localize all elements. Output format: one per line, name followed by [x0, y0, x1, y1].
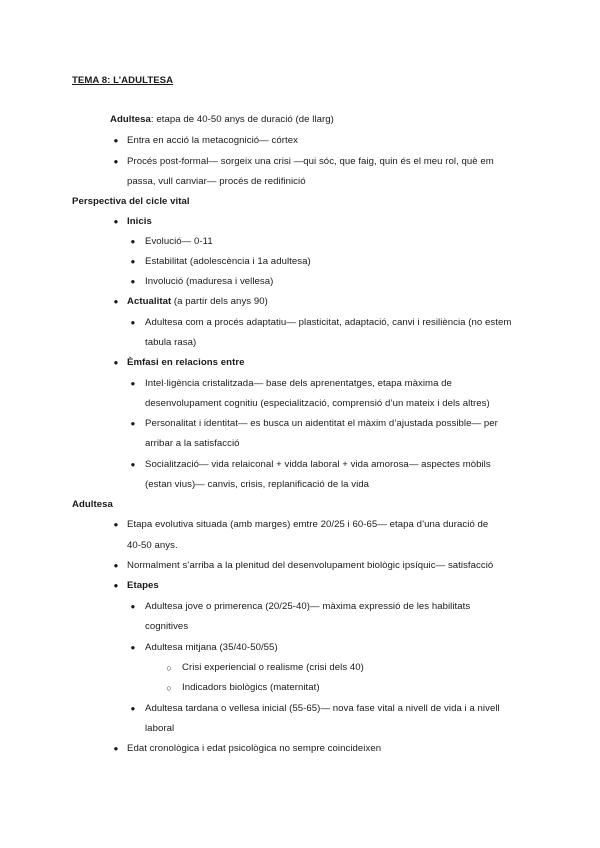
list-item: Entra en acció la metacognició— córtex	[127, 135, 298, 146]
list-item-continuation: cognitives	[145, 621, 189, 632]
actualitat-rest: (a partir dels anys 90)	[171, 296, 268, 307]
list-item-continuation: desenvolupament cognitiu (especialització, comprensió d’un mateix i dels altres)	[145, 398, 490, 409]
bullet-icon: ●	[113, 744, 119, 753]
list-item: Intel·ligència cristalitzada— base dels aprenentatges, etapa màxima de	[145, 378, 452, 389]
bullet-icon: ●	[113, 136, 119, 145]
list-item: Evolució— 0-11	[145, 236, 213, 247]
subheading-inicis: Inicis	[127, 216, 152, 227]
subheading-emfasi: Èmfasi en relacions entre	[127, 357, 245, 368]
bullet-icon: ●	[113, 297, 119, 306]
bullet-icon: ●	[130, 643, 136, 652]
list-item: Crisi experiencial o realisme (crisi dels 40)	[182, 662, 364, 673]
list-item: Estabilitat (adolescència i 1a adultesa)	[145, 256, 311, 267]
list-item: Edat cronològica i edat psicològica no sempre coincideixen	[127, 743, 382, 754]
list-item: Indicadors biològics (maternitat)	[182, 682, 320, 693]
bullet-icon: ●	[113, 157, 119, 166]
list-item: Personalitat i identitat— es busca un aidentitat el màxim d’ajustada possible— per	[145, 418, 498, 429]
bullet-icon: ●	[113, 561, 119, 570]
list-item: Procés post-formal— sorgeix una crisi —qui sóc, que faig, quin és el meu rol, què em	[127, 156, 494, 167]
list-item: Adultesa com a procés adaptatiu— plasticitat, adaptació, canvi i resiliència (no estem	[145, 317, 512, 328]
bullet-icon: ●	[130, 318, 136, 327]
section-heading-adultesa: Adultesa	[72, 499, 113, 510]
bullet-icon: ●	[113, 520, 119, 529]
bullet-icon: ●	[130, 460, 136, 469]
bullet-icon: ●	[130, 237, 136, 246]
list-item: Adultesa jove o primerenca (20/25-40)— màxima expressió de les habilitats	[145, 601, 471, 612]
bullet-icon: ●	[113, 358, 119, 367]
open-bullet-icon: ○	[166, 663, 172, 673]
actualitat-label: Actualitat	[127, 296, 172, 307]
subheading-actualitat	[127, 296, 268, 308]
list-item: Adultesa tardana o vellesa inicial (55-65)— nova fase vital a nivell de vida i a nivell	[145, 703, 500, 714]
section-heading-perspectiva: Perspectiva del cicle vital	[72, 196, 190, 207]
list-item-continuation: passa, vull canviar— procés de redifinició	[127, 176, 306, 187]
list-item: Socialització— vida relaiconal + vidda laboral + vida amorosa— aspectes mòbils	[145, 459, 491, 470]
bullet-icon: ●	[130, 704, 136, 713]
list-item: Adultesa mitjana (35/40-50/55)	[145, 642, 278, 653]
intro-definition	[110, 114, 334, 126]
document-title: TEMA 8: L’ADULTESA	[72, 75, 174, 86]
subheading-etapes: Etapes	[127, 580, 159, 591]
list-item: Involució (maduresa i vellesa)	[145, 276, 274, 287]
intro-definition-text: : etapa de 40-50 anys de duració (de llarg)	[150, 114, 334, 125]
list-item-continuation: 40-50 anys.	[127, 540, 178, 551]
list-item-continuation: arribar a la satisfacció	[145, 438, 240, 449]
bullet-icon: ●	[130, 419, 136, 428]
list-item: Normalment s’arriba a la plenitud del desenvolupament biològic ipsíquic— satisfacció	[127, 560, 494, 571]
bullet-icon: ●	[113, 217, 119, 226]
bullet-icon: ●	[130, 379, 136, 388]
bullet-icon: ●	[130, 602, 136, 611]
bullet-icon: ●	[113, 581, 119, 590]
bullet-icon: ●	[130, 277, 136, 286]
intro-term: Adultesa	[110, 114, 151, 125]
list-item-continuation: (estan vius)— canvis, crisis, replanificació de la vida	[145, 479, 370, 490]
list-item-continuation: laboral	[145, 723, 175, 734]
bullet-icon: ●	[130, 257, 136, 266]
list-item-continuation: tabula rasa)	[145, 337, 197, 348]
open-bullet-icon: ○	[166, 683, 172, 693]
list-item: Etapa evolutiva situada (amb marges) emtre 20/25 i 60-65— etapa d’una duració de	[127, 519, 489, 530]
